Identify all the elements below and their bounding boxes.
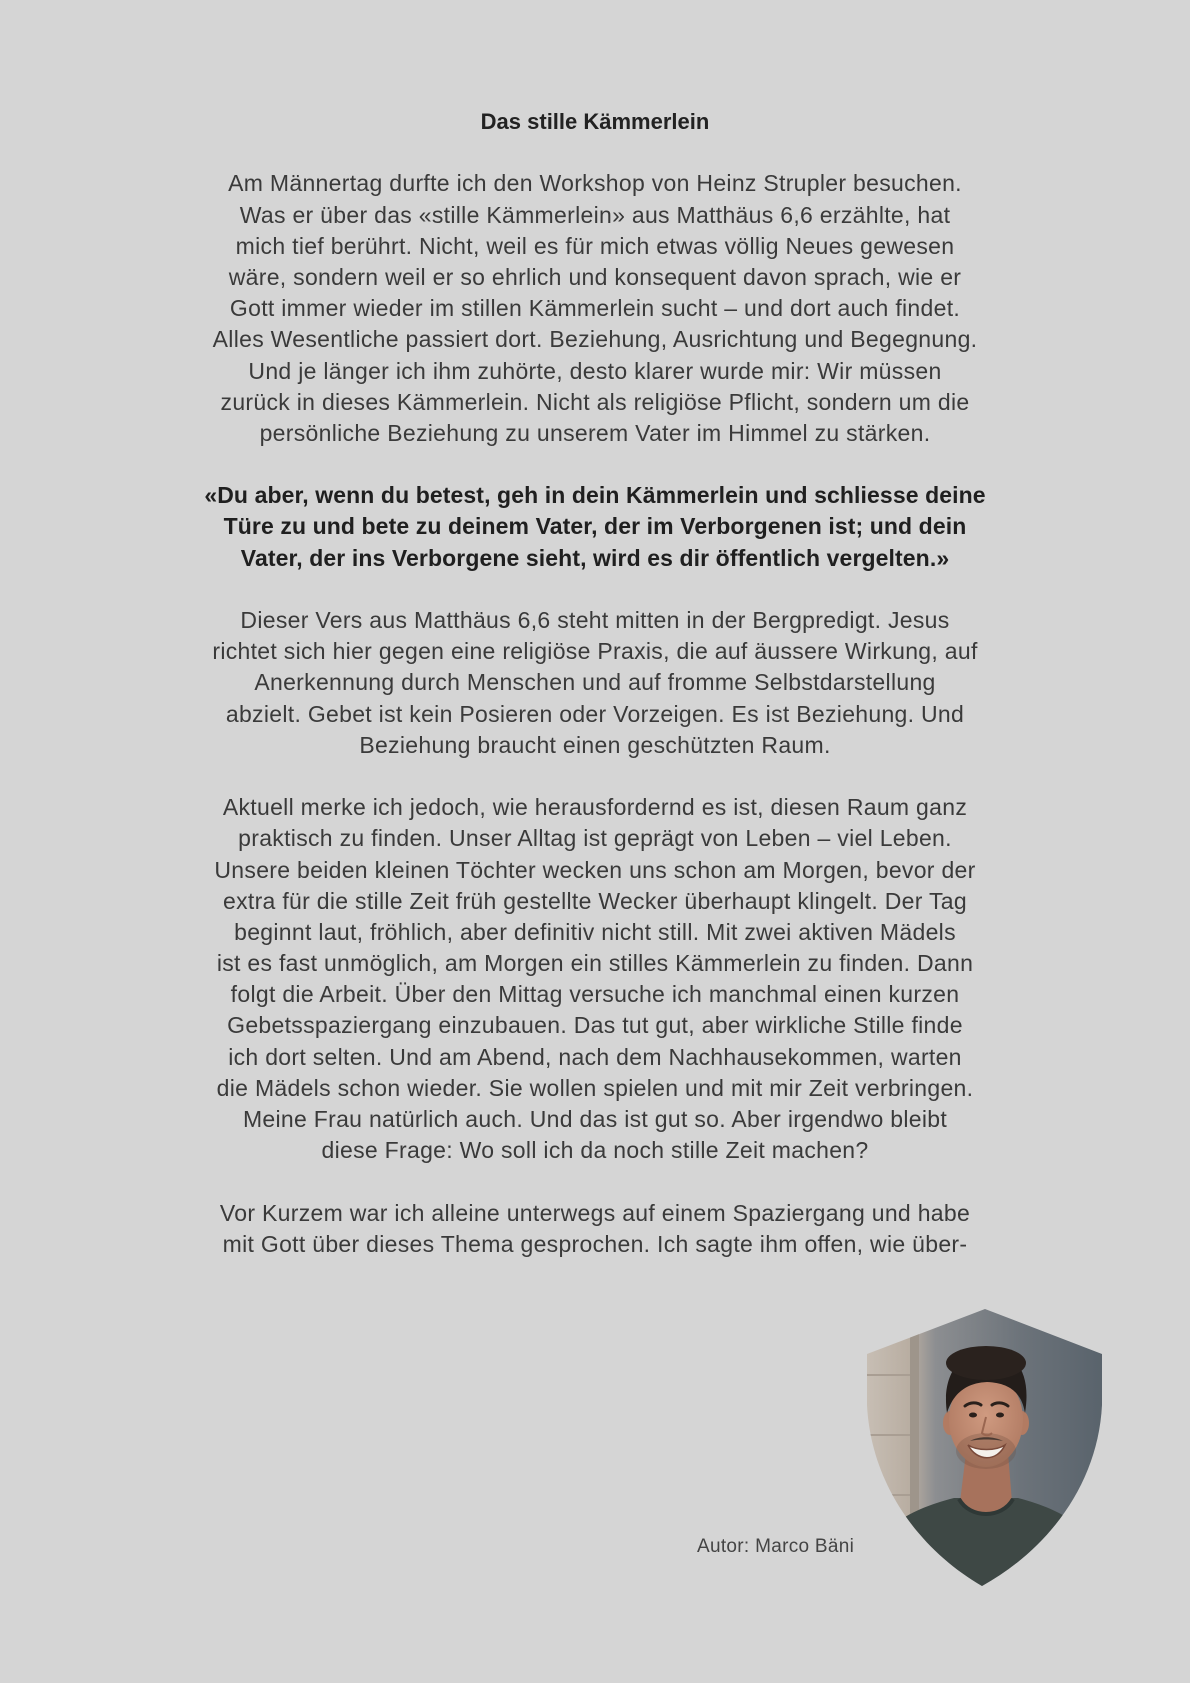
paragraph-line: Aktuell merke ich jedoch, wie herausfordernd es ist, diesen Raum ganz [222,794,968,821]
paragraph-line: Und je länger ich ihm zuhörte, desto klarer wurde mir: Wir müssen [248,357,942,384]
paragraph-2 [0,605,1190,761]
paragraph-line: extra für die stille Zeit früh gestellte Wecker überhaupt klingelt. Der Tag [223,887,967,914]
paragraph-line: Am Männertag durfte ich den Workshop von Heinz Strupler besuchen. [228,170,962,197]
paragraph-line: praktisch zu finden. Unser Alltag ist geprägt von Leben – viel Leben. [238,825,952,852]
paragraph-line: zurück in dieses Kämmerlein. Nicht als religiöse Pflicht, sondern um die [220,388,970,415]
paragraph-3 [0,792,1190,1166]
person-hair-curls [946,1346,1026,1380]
paragraph-line: Alles Wesentliche passiert dort. Beziehung, Ausrichtung und Begegnung. [212,326,978,353]
paragraph-4 [0,1198,1190,1260]
paragraph-line: Meine Frau natürlich auch. Und das ist gut so. Aber irgendwo bleibt [242,1106,948,1132]
paragraph-line: Dieser Vers aus Matthäus 6,6 steht mitten in der Bergpredigt. Jesus [240,607,950,633]
paragraph-line: wäre, sondern weil er so ehrlich und konsequent davon sprach, wie er [228,263,962,290]
paragraph-line: abzielt. Gebet ist kein Posieren oder Vorzeigen. Es ist Beziehung. Und [225,700,965,727]
paragraph-line: Beziehung braucht einen geschützten Raum. [359,731,831,758]
author-caption: Autor: Marco Bäni [697,1536,855,1557]
article [0,106,1190,1291]
paragraph-line: richtet sich hier gegen eine religiöse Praxis, die auf äussere Wirkung, auf [212,638,978,665]
paragraph-line: Gebetsspaziergang einzubauen. Das tut gut, aber wirkliche Stille finde [227,1012,963,1039]
paragraph-line: ich dort selten. Und am Abend, nach dem Nachhausekommen, warten [228,1043,962,1070]
paragraph-line: persönliche Beziehung zu unserem Vater im Himmel zu stärken. [259,419,931,446]
paragraph-line: Anerkennung durch Menschen und auf fromme Selbstdarstellung [254,669,936,696]
paragraph-line: mit Gott über dieses Thema gesprochen. Ich sagte ihm offen, wie über- [222,1230,968,1257]
quote-line: Türe zu und bete zu deinem Vater, der im Verborgenen ist; und dein [223,513,967,540]
person-eye-right [996,1413,1004,1418]
stone-pillar [910,1305,919,1590]
paragraph-line: diese Frage: Wo soll ich da noch stille Zeit machen? [321,1137,869,1164]
paragraph-line: Gott immer wieder im stillen Kämmerlein sucht – und dort auch findet. [229,295,961,322]
paragraph-line: mich tief berührt. Nicht, weil es für mich etwas völlig Neues gewesen [235,232,955,259]
photo-content [862,1305,1107,1590]
quote-line: «Du aber, wenn du betest, geh in dein Kämmerlein und schliesse deine [204,482,986,509]
paragraph-line: Unsere beiden kleinen Töchter wecken uns schon am Morgen, bevor der [214,856,976,883]
quote-line: Vater, der ins Verborgene sieht, wird es dir öffentlich vergelten.» [240,544,950,571]
paragraph-line: Vor Kurzem war ich alleine unterwegs auf einem Spaziergang und habe [219,1199,971,1226]
paragraph-line: beginnt laut, fröhlich, aber definitiv nicht still. Mit zwei aktiven Mädels [234,918,956,945]
paragraph-line: ist es fast unmöglich, am Morgen ein stilles Kämmerlein zu finden. Dann [216,950,974,977]
article-title: Das stille Kämmerlein [480,109,710,134]
bible-quote [0,480,1190,574]
author-photo [862,1305,1107,1590]
paragraph-line: Was er über das «stille Kämmerlein» aus Matthäus 6,6 erzählte, hat [239,201,951,228]
paragraph-line: folgt die Arbeit. Über den Mittag versuche ich manchmal einen kurzen [230,981,960,1008]
paragraph-line: die Mädels schon wieder. Sie wollen spielen und mit mir Zeit verbringen. [216,1074,974,1101]
person-eye-left [969,1413,977,1418]
paragraph-1 [0,168,1190,449]
